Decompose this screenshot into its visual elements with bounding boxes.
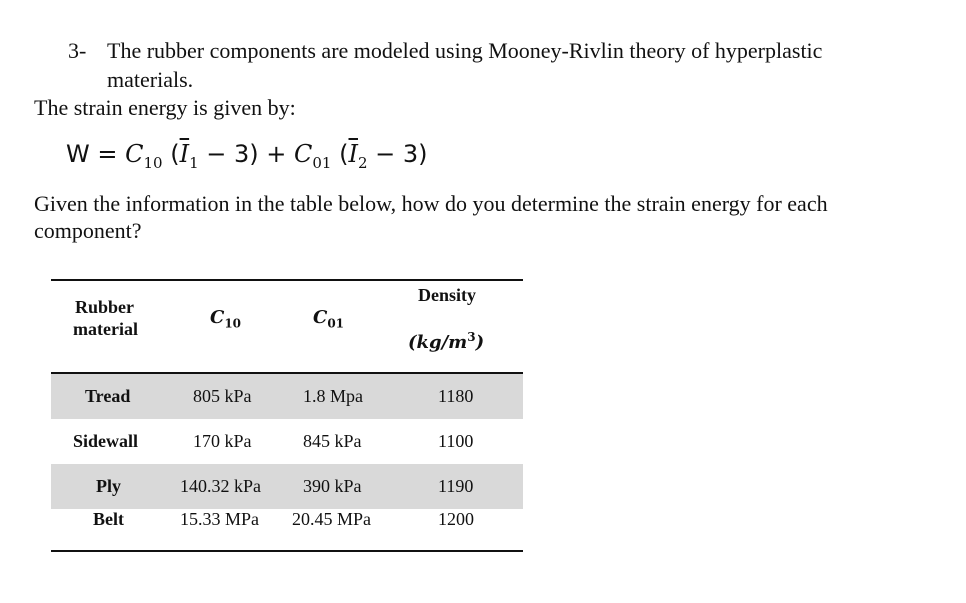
table-row [51, 419, 523, 464]
table-row [51, 497, 523, 542]
cell-c10: 805 kPa [193, 386, 252, 406]
strain-energy-formula: $W = C_{10}$ $(\overline{I}_1 - 3) + C_{01}$ $(\overline{I}_2 - 3)$ [66, 140, 428, 172]
cell-density: 1180 [438, 386, 474, 406]
header-c10: $C_{10}$ [210, 307, 242, 331]
header-density: Density [418, 285, 476, 305]
cell-material: Tread [85, 386, 131, 406]
cell-material: Ply [96, 476, 121, 496]
formula-c10-sub: 10 [143, 153, 163, 172]
cell-density: 1100 [438, 431, 474, 451]
header-c01: $C_{01}$ [313, 307, 345, 331]
formula-c01: C [294, 140, 313, 168]
formula-c01-sub: 01 [312, 153, 332, 172]
formula-c10: C [125, 140, 144, 168]
cell-density: 1200 [438, 509, 474, 529]
header-density-units: $(kg/m^3)$ [408, 330, 485, 353]
formula-i2-sub: 2 [357, 153, 368, 172]
cell-c01: 1.8 Mpa [303, 386, 363, 406]
prompt-line1: Given the information in the table below, how do you determine the strain energy for each [34, 191, 828, 216]
formula-i1-sub: 1 [189, 153, 199, 172]
question-text-line2: materials. [107, 67, 194, 92]
cell-material: Belt [93, 509, 124, 529]
cell-density: 1190 [438, 476, 474, 496]
cell-c10: 170 kPa [193, 431, 252, 451]
cell-c10: 140.32 kPa [180, 476, 261, 496]
cell-material: Sidewall [73, 431, 139, 451]
question-text-line1: The rubber components are modeled using Mooney-Rivlin theory of hyperplastic [107, 38, 823, 63]
table-row [51, 374, 523, 419]
header-rubber-line2: material [73, 319, 138, 339]
table-rule-top [51, 279, 523, 281]
header-rubber-line1: Rubber [75, 297, 135, 317]
prompt-line2: component? [34, 218, 142, 243]
intro-text: The strain energy is given by: [34, 95, 296, 120]
cell-c01: 390 kPa [303, 476, 362, 496]
cell-c10: 15.33 MPa [180, 509, 260, 529]
cell-c01: 845 kPa [303, 431, 362, 451]
formula-i1: $\overline{I}$ [179, 140, 190, 168]
cell-c01: 20.45 MPa [292, 509, 372, 529]
formula-i2: $\overline{I}$ [348, 140, 358, 168]
question-number: 3- [68, 38, 87, 63]
table-rule-bottom [51, 550, 523, 552]
formula-w: W [66, 140, 90, 168]
